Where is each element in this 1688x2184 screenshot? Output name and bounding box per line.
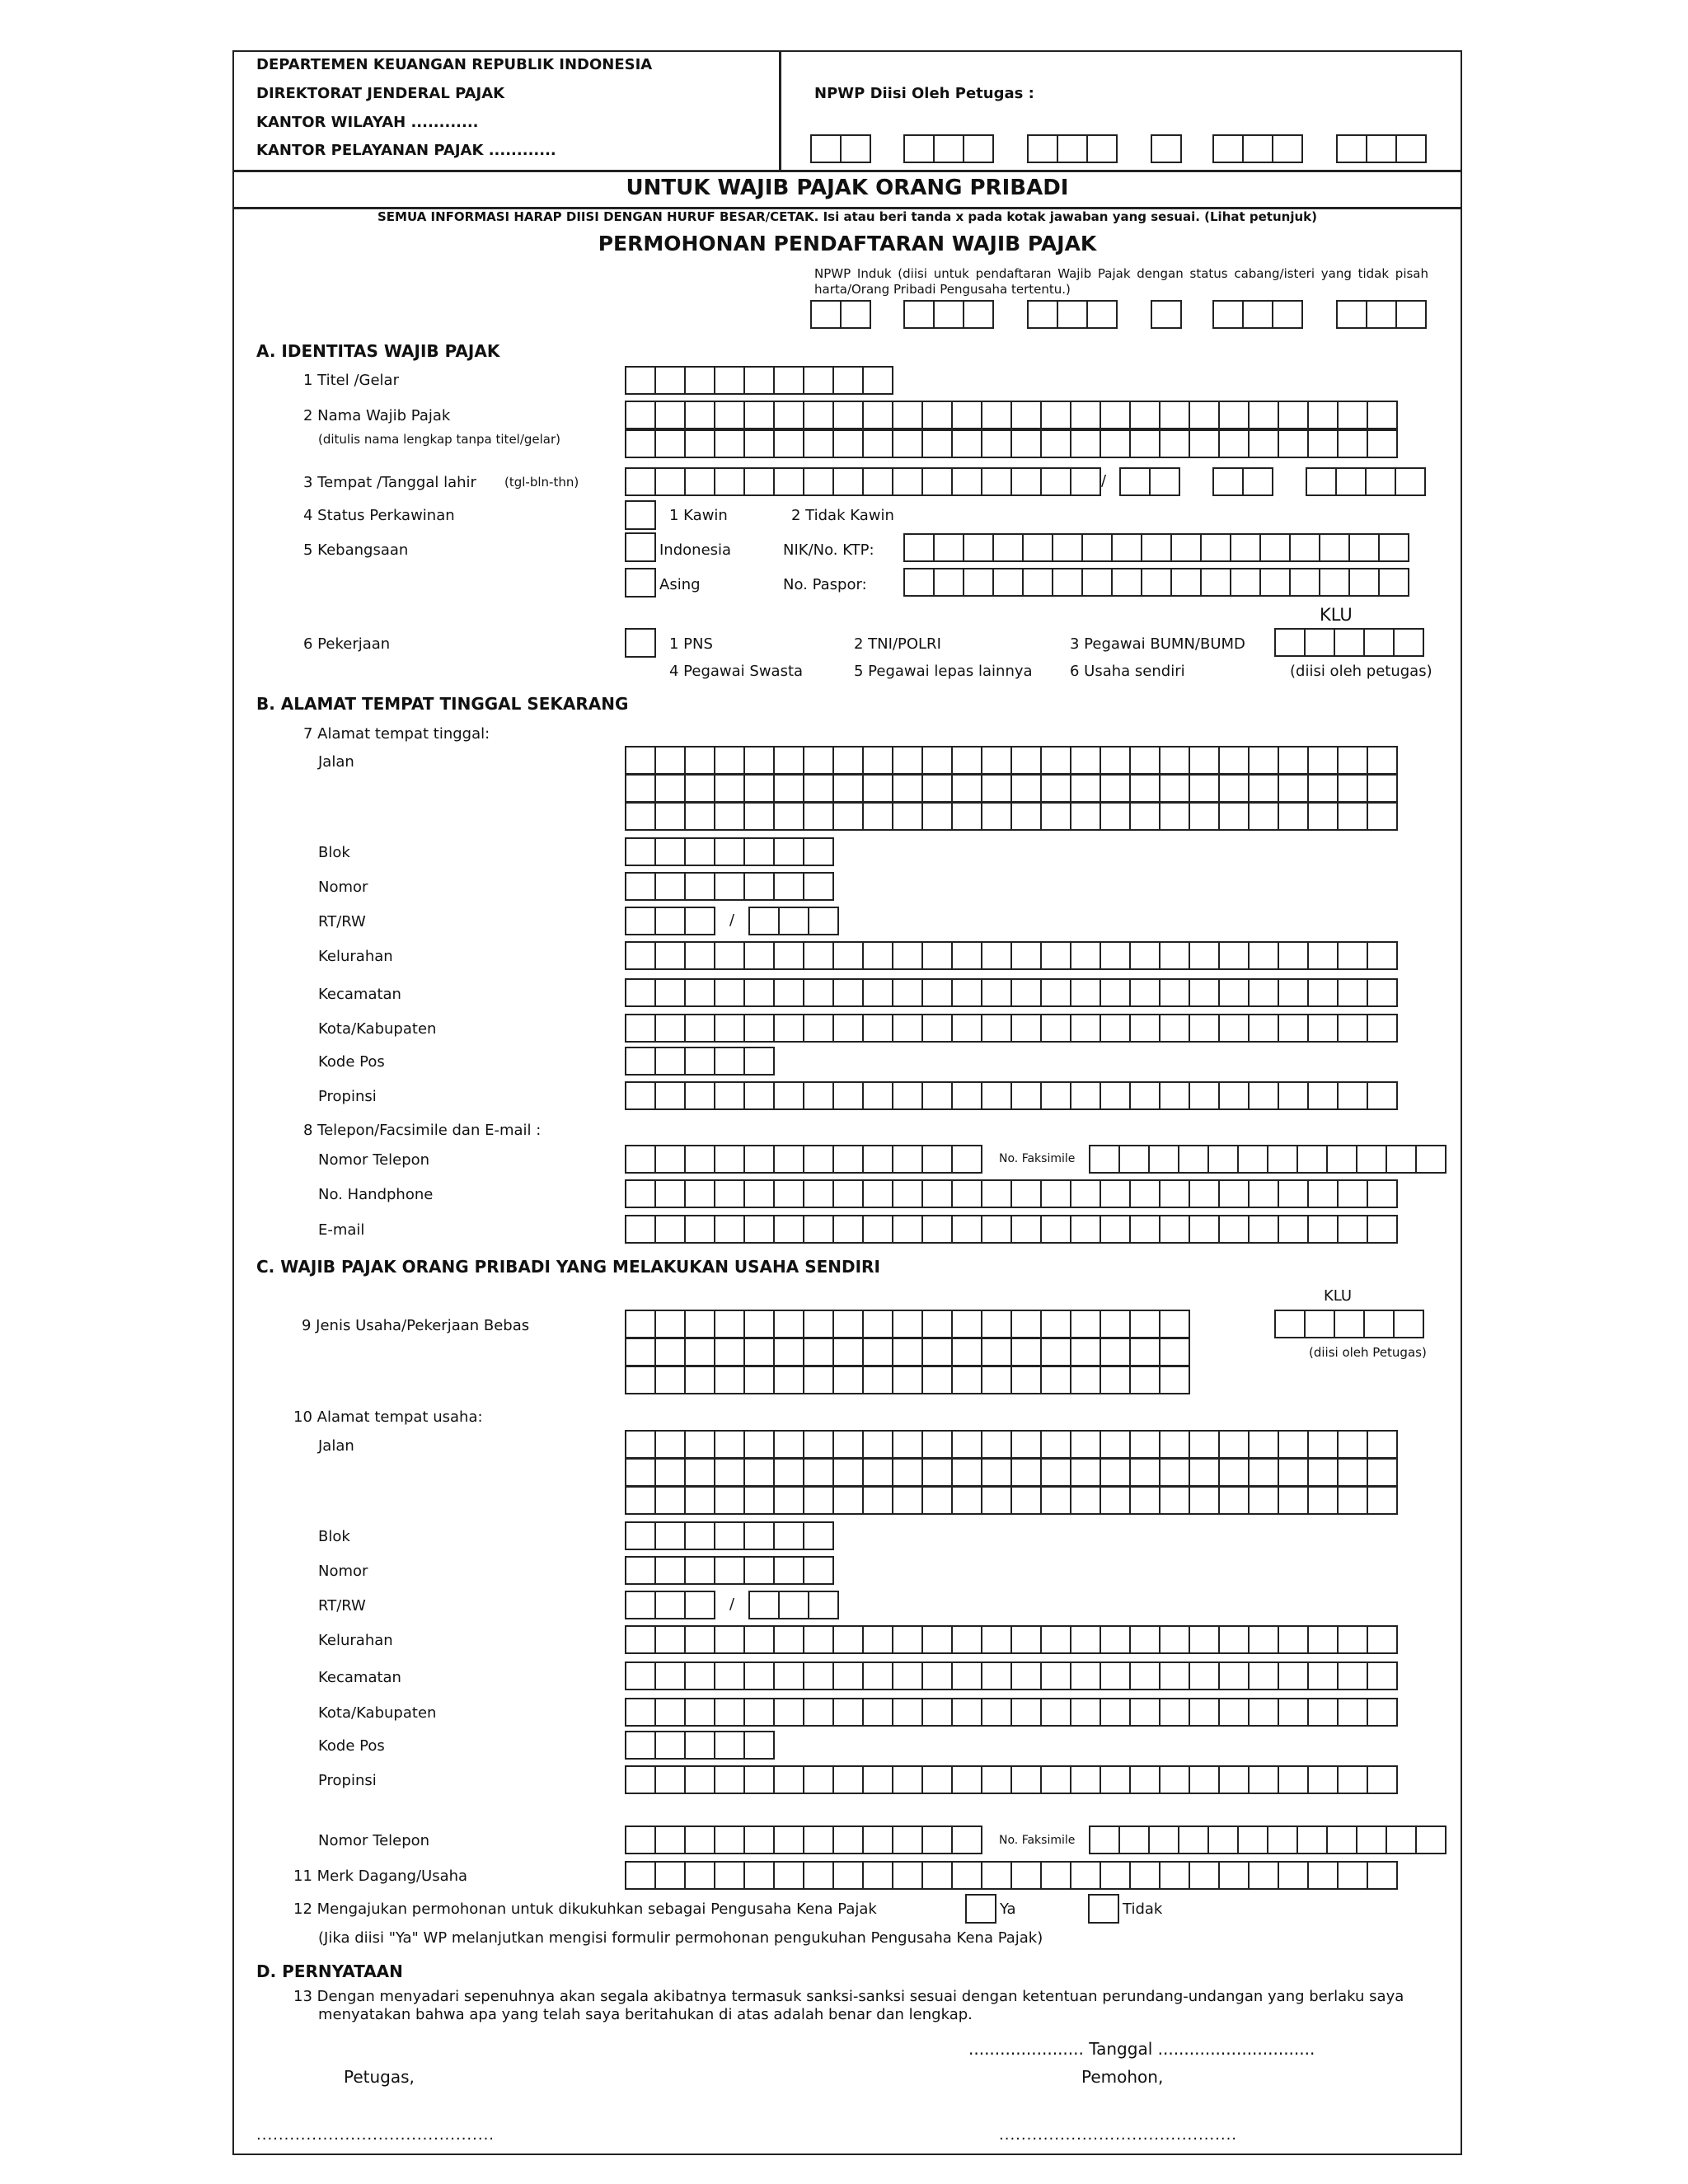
rt-usaha-boxes[interactable] — [625, 1591, 715, 1619]
titel-label: 1 Titel /Gelar — [303, 372, 399, 389]
pekerjaan-checkbox[interactable] — [625, 628, 656, 658]
kecamatan-usaha-label: Kecamatan — [318, 1669, 401, 1686]
paspor-boxes[interactable] — [903, 568, 1409, 597]
kodepos-label: Kode Pos — [318, 1053, 385, 1071]
telepon-label: Nomor Telepon — [318, 1151, 430, 1169]
jalan-boxes-row2[interactable] — [625, 774, 1398, 803]
status-kawin-label: 4 Status Perkawinan — [303, 507, 455, 524]
rw-boxes[interactable] — [748, 907, 839, 935]
kelurahan-usaha-label: Kelurahan — [318, 1632, 393, 1649]
section-a-title: A. IDENTITAS WAJIB PAJAK — [256, 341, 500, 361]
bumn-option: 3 Pegawai BUMN/BUMD — [1070, 635, 1245, 653]
kelurahan-label: Kelurahan — [318, 948, 393, 965]
npwp-induk-group-6[interactable] — [1336, 300, 1427, 329]
hp-label: No. Handphone — [318, 1186, 434, 1203]
tanggal-line[interactable]: ...................... Tanggal .............................. — [968, 2039, 1315, 2059]
jalan-usaha-row2[interactable] — [625, 1458, 1398, 1487]
jalan-boxes-row1[interactable] — [625, 746, 1398, 775]
pkp-tidak-label: Tidak — [1123, 1900, 1163, 1918]
header-divider — [779, 50, 781, 170]
kota-usaha-label: Kota/Kabupaten — [318, 1704, 437, 1722]
propinsi-usaha-label: Propinsi — [318, 1772, 377, 1789]
titel-boxes[interactable] — [625, 366, 893, 395]
tni-option: 2 TNI/POLRI — [854, 635, 941, 653]
kota-boxes[interactable] — [625, 1014, 1398, 1043]
nama-label: 2 Nama Wajib Pajak — [303, 407, 451, 424]
nik-boxes[interactable] — [903, 533, 1409, 562]
npwp-induk-note: NPWP Induk (diisi untuk pendaftaran Wajib Pajak dengan status cabang/isteri yang tidak pisah harta/Orang Pribadi Pengusaha tertentu.) — [814, 266, 1428, 297]
faks-boxes[interactable] — [1089, 1145, 1447, 1174]
header-bottom-line — [232, 170, 1462, 172]
npwp-box-group-3[interactable] — [1027, 134, 1118, 163]
alamat-usaha-label: 10 Alamat tempat usaha: — [293, 1408, 483, 1426]
date-separator: / — [1101, 472, 1107, 490]
instructions: SEMUA INFORMASI HARAP DIISI DENGAN HURUF BESAR/CETAK. Isi atau beri tanda x pada kotak jawaban yang sesuai. (Lihat petunjuk) — [377, 209, 1317, 224]
telepon-usaha-boxes[interactable] — [625, 1825, 982, 1854]
indonesia-checkbox[interactable] — [625, 532, 656, 562]
nik-label: NIK/No. KTP: — [783, 541, 874, 559]
merk-dagang-label: 11 Merk Dagang/Usaha — [293, 1868, 468, 1885]
npwp-induk-group-1[interactable] — [810, 300, 871, 329]
asing-option: Asing — [659, 576, 701, 593]
klu-boxes-c[interactable] — [1274, 1310, 1424, 1338]
propinsi-usaha-boxes[interactable] — [625, 1765, 1398, 1794]
bln-boxes[interactable] — [1212, 467, 1273, 496]
pemohon-signature-line[interactable]: ........................................... — [999, 2126, 1238, 2144]
jenis-usaha-row1[interactable] — [625, 1310, 1190, 1338]
blok-usaha-boxes[interactable] — [625, 1521, 834, 1550]
tempat-lahir-boxes[interactable] — [625, 467, 1101, 496]
email-boxes[interactable] — [625, 1215, 1398, 1244]
telepon-section-label: 8 Telepon/Facsimile dan E-mail : — [303, 1122, 542, 1139]
jalan-boxes-row3[interactable] — [625, 802, 1398, 831]
pkp-tidak-checkbox[interactable] — [1088, 1894, 1119, 1924]
kecamatan-label: Kecamatan — [318, 986, 401, 1003]
alamat-tinggal-label: 7 Alamat tempat tinggal: — [303, 725, 490, 743]
merk-dagang-boxes[interactable] — [625, 1861, 1398, 1890]
faks-usaha-label: No. Faksimile — [999, 1834, 1076, 1847]
kanwil-line: KANTOR WILAYAH ............ — [256, 114, 479, 131]
page-title: UNTUK WAJIB PAJAK ORANG PRIBADI — [626, 176, 1069, 200]
klu-boxes-a[interactable] — [1274, 628, 1424, 657]
blok-boxes[interactable] — [625, 837, 834, 866]
tgl-format-note: (tgl-bln-thn) — [504, 475, 579, 490]
kelurahan-usaha-boxes[interactable] — [625, 1625, 1398, 1654]
kecamatan-usaha-boxes[interactable] — [625, 1661, 1398, 1690]
npwp-box-group-6[interactable] — [1336, 134, 1427, 163]
telepon-boxes[interactable] — [625, 1145, 982, 1174]
rtrw-usaha-label: RT/RW — [318, 1597, 366, 1615]
jalan-label: Jalan — [318, 753, 354, 771]
npwp-induk-group-2[interactable] — [903, 300, 994, 329]
kecamatan-boxes[interactable] — [625, 978, 1398, 1007]
kelurahan-boxes[interactable] — [625, 941, 1398, 970]
pernyataan-line1: 13 Dengan menyadari sepenuhnya akan segala akibatnya termasuk sanksi-sanksi sesuai dengan ketentuan perundang-undangan yang berlaku saya — [293, 1988, 1404, 2005]
tgl-boxes[interactable] — [1119, 467, 1180, 496]
jalan-usaha-row3[interactable] — [625, 1486, 1398, 1515]
kawin-option: 1 Kawin — [669, 507, 728, 524]
telepon-usaha-label: Nomor Telepon — [318, 1832, 430, 1849]
kpp-line: KANTOR PELAYANAN PAJAK ............ — [256, 142, 556, 159]
pekerjaan-label: 6 Pekerjaan — [303, 635, 391, 653]
usaha-sendiri-option: 6 Usaha sendiri — [1070, 663, 1185, 680]
lepas-option: 5 Pegawai lepas lainnya — [854, 663, 1033, 680]
npwp-induk-group-4[interactable] — [1151, 300, 1182, 329]
pkp-ya-checkbox[interactable] — [965, 1894, 996, 1924]
nomor-boxes[interactable] — [625, 872, 834, 901]
rw-usaha-boxes[interactable] — [748, 1591, 839, 1619]
npwp-induk-group-5[interactable] — [1212, 300, 1303, 329]
kodepos-usaha-boxes[interactable] — [625, 1731, 775, 1760]
rtrw-usaha-separator: / — [729, 1596, 735, 1613]
jenis-usaha-row3[interactable] — [625, 1366, 1190, 1394]
swasta-option: 4 Pegawai Swasta — [669, 663, 804, 680]
pkp-note: (Jika diisi "Ya" WP melanjutkan mengisi formulir permohonan pengukuhan Pengusaha Kena Pajak) — [318, 1929, 1043, 1947]
kodepos-usaha-label: Kode Pos — [318, 1737, 385, 1755]
blok-usaha-label: Blok — [318, 1528, 350, 1545]
tempat-lahir-label: 3 Tempat /Tanggal lahir — [303, 474, 476, 491]
kota-usaha-boxes[interactable] — [625, 1698, 1398, 1727]
nama-note: (ditulis nama lengkap tanpa titel/gelar) — [318, 432, 561, 447]
faks-usaha-boxes[interactable] — [1089, 1825, 1447, 1854]
npwp-label: NPWP Diisi Oleh Petugas : — [814, 85, 1034, 102]
form-title: PERMOHONAN PENDAFTARAN WAJIB PAJAK — [598, 232, 1097, 255]
klu-label-a: KLU — [1320, 605, 1353, 625]
klu-label-c: KLU — [1324, 1287, 1353, 1305]
kebangsaan-label: 5 Kebangsaan — [303, 541, 409, 559]
petugas-signature-line[interactable]: ........................................... — [256, 2126, 495, 2144]
npwp-induk-group-3[interactable] — [1027, 300, 1118, 329]
rtrw-separator: / — [729, 912, 735, 929]
rt-boxes[interactable] — [625, 907, 715, 935]
section-b-title: B. ALAMAT TEMPAT TINGGAL SEKARANG — [256, 694, 629, 714]
blok-label: Blok — [318, 844, 350, 861]
nomor-usaha-boxes[interactable] — [625, 1556, 834, 1585]
npwp-box-group-5[interactable] — [1212, 134, 1303, 163]
propinsi-label: Propinsi — [318, 1088, 377, 1105]
pkp-question: 12 Mengajukan permohonan untuk dikukuhkan sebagai Pengusaha Kena Pajak — [293, 1900, 877, 1918]
section-c-title: C. WAJIB PAJAK ORANG PRIBADI YANG MELAKUKAN USAHA SENDIRI — [256, 1257, 880, 1277]
jenis-usaha-row2[interactable] — [625, 1338, 1190, 1366]
status-kawin-checkbox[interactable] — [625, 500, 656, 530]
pkp-ya-label: Ya — [1000, 1900, 1016, 1918]
jenis-usaha-label: 9 Jenis Usaha/Pekerjaan Bebas — [302, 1317, 530, 1334]
npwp-box-group-2[interactable] — [903, 134, 994, 163]
kodepos-boxes[interactable] — [625, 1047, 775, 1076]
nama-boxes-row1[interactable] — [625, 401, 1398, 429]
jalan-usaha-label: Jalan — [318, 1437, 354, 1455]
nomor-usaha-label: Nomor — [318, 1563, 368, 1580]
pns-option: 1 PNS — [669, 635, 713, 653]
indonesia-option: Indonesia — [659, 541, 732, 559]
kota-label: Kota/Kabupaten — [318, 1020, 437, 1038]
nomor-label: Nomor — [318, 879, 368, 896]
faks-label: No. Faksimile — [999, 1152, 1076, 1165]
section-d-title: D. PERNYATAAN — [256, 1961, 403, 1981]
paspor-label: No. Paspor: — [783, 576, 867, 593]
asing-checkbox[interactable] — [625, 568, 656, 598]
propinsi-boxes[interactable] — [625, 1081, 1398, 1110]
tidak-kawin-option: 2 Tidak Kawin — [791, 507, 894, 524]
pemohon-label: Pemohon, — [1081, 2067, 1164, 2087]
jalan-usaha-row1[interactable] — [625, 1430, 1398, 1459]
nama-boxes-row2[interactable] — [625, 429, 1398, 458]
npwp-box-group-4[interactable] — [1151, 134, 1182, 163]
dirjen-name: DIREKTORAT JENDERAL PAJAK — [256, 85, 505, 102]
email-label: E-mail — [318, 1221, 365, 1239]
npwp-box-group-1[interactable] — [810, 134, 871, 163]
petugas-label: Petugas, — [344, 2067, 415, 2087]
pernyataan-line2: menyatakan bahwa apa yang telah saya beritahukan di atas adalah benar dan lengkap. — [318, 2006, 973, 2023]
thn-boxes[interactable] — [1306, 467, 1426, 496]
dept-name: DEPARTEMEN KEUANGAN REPUBLIK INDONESIA — [256, 56, 653, 73]
rtrw-label: RT/RW — [318, 913, 366, 930]
hp-boxes[interactable] — [625, 1179, 1398, 1208]
klu-note-a: (diisi oleh petugas) — [1290, 663, 1432, 680]
klu-note-c: (diisi oleh Petugas) — [1309, 1345, 1427, 1360]
